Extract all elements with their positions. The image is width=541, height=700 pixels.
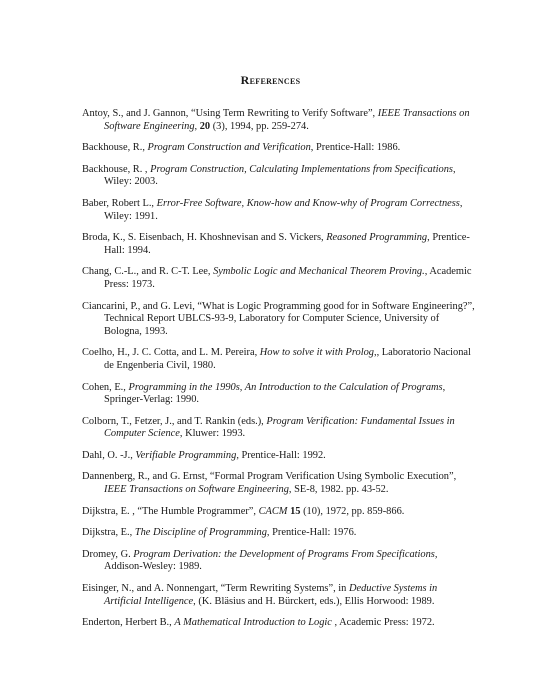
reference-entry-cohen (82, 382, 477, 407)
reference-list (82, 108, 477, 630)
reference-entry-coelho (82, 347, 477, 372)
ref-title: How to solve it with Prolog (259, 347, 374, 359)
ref-text: Backhouse, R., (82, 142, 148, 154)
ref-text: , Kluwer: 1993. (179, 428, 246, 440)
ref-text: Enderton, Herbert B., (82, 617, 175, 629)
reference-entry-chang (82, 266, 477, 291)
reference-entry-antoy (82, 108, 477, 133)
ref-title: CACM (258, 505, 288, 517)
reference-entry-backhouse-2003 (82, 164, 477, 189)
ref-text: Colborn, T., Fetzer, J., and T. Rankin (eds.), (82, 415, 267, 427)
ref-text: Coelho, H., J. C. Cotta, and L. M. Pereira, (82, 347, 260, 359)
ref-text: , Prentice-Hall: 1992. (236, 449, 326, 461)
ref-text: Ciancarini, P., and G. Levi, “What is Logic Programming good for in Software Engineering?”, Technical Report UBLCS-93-9, Laboratory for Computer Science, University of Bologna, 1993. (82, 300, 475, 337)
ref-title: Symbolic Logic and Mechanical Theorem Proving. (213, 266, 425, 278)
ref-text: Chang, C.-L., and R. C-T. Lee, (82, 266, 214, 278)
ref-text: Baber, Robert L., (82, 197, 157, 209)
references-heading: References (240, 73, 301, 87)
ref-text: Antoy, S., and J. Gannon, “Using Term Rewriting to Verify Software”, (82, 108, 378, 119)
ref-text: Broda, K., S. Eisenbach, H. Khoshnevisan and S. Vickers, (82, 232, 327, 244)
ref-text: , (194, 120, 200, 132)
ref-text: , Prentice-Hall: 1976. (266, 527, 357, 539)
ref-title: Program Construction and Verification (147, 142, 311, 154)
reference-entry-dijkstra-1976 (82, 527, 477, 540)
ref-text: , SE-8, 1982. pp. 43-52. (288, 484, 389, 496)
ref-text: , Academic Press: 1972. (331, 617, 435, 629)
ref-title: IEEE Transactions on Software Engineering (104, 484, 289, 496)
ref-text: Dahl, O. -J., (82, 449, 136, 461)
ref-title: Programming in the 1990s, An Introduction to the Calculation of Programs (128, 381, 443, 393)
ref-title: Verifiable Programming (135, 449, 237, 461)
ref-title: Program Verification: Fundamental Issues in Computer Science (104, 415, 455, 440)
ref-text: Addison-Wesley: 1989. (104, 561, 202, 573)
ref-text: Dannenberg, R., and G. Ernst, “Formal Program Verification Using Symbolic Execution”, (82, 471, 457, 483)
ref-text: (3), 1994, pp. 259-274. (210, 120, 309, 132)
reference-entry-dijkstra-1972 (82, 506, 477, 519)
ref-volume: 15 (290, 505, 301, 517)
ref-text: ,, Laboratorio Nacional de Engenberia Civil, 1980. (104, 347, 471, 371)
ref-text: Backhouse, R. , (82, 163, 151, 175)
ref-text: , Prentice-Hall: 1986. (310, 142, 401, 154)
reference-entry-ciancarini (82, 301, 477, 339)
ref-title: Error-Free Software, Know-how and Know-why of Program Correctness (156, 197, 460, 209)
reference-entry-eisinger (82, 583, 477, 608)
ref-volume: 20 (199, 120, 211, 132)
ref-title: A Mathematical Introduction to Logic (174, 617, 332, 629)
ref-title: Deductive Systems in Artificial Intelligence (104, 583, 438, 607)
ref-title: Reasoned Programming (326, 232, 428, 244)
ref-text: , Prentice-Hall: 1994. (104, 232, 470, 256)
ref-title: Program Construction, Calculating Implementations from Specifications (150, 163, 453, 175)
ref-text: , Springer-Verlag: 1990. (104, 381, 446, 406)
ref-text: Dijkstra, E., (82, 527, 135, 539)
ref-text: Dromey, G. (82, 548, 134, 560)
ref-text: , Academic Press: 1973. (104, 266, 472, 290)
ref-text: Cohen, E., (82, 381, 129, 393)
ref-title: Program Derivation: the Development of Programs From Specifications, (133, 548, 438, 560)
reference-entry-baber (82, 198, 477, 223)
ref-title: The Discipline of Programming (134, 527, 267, 539)
reference-entry-dromey (82, 549, 477, 574)
reference-entry-colborn (82, 416, 477, 441)
ref-text: Eisinger, N., and A. Nonnengart, “Term Rewriting Systems”, in (82, 583, 349, 595)
ref-text: Dijkstra, E. , “The Humble Programmer”, (82, 505, 259, 517)
ref-text: (10), 1972, pp. 859-866. (300, 505, 405, 517)
ref-text: , Wiley: 2003. (104, 163, 456, 188)
reference-entry-enderton (82, 617, 477, 630)
ref-text: , Wiley: 1991. (104, 197, 463, 222)
ref-title: IEEE Transactions on Software Engineering (104, 108, 470, 132)
reference-entry-backhouse-1986 (82, 142, 477, 155)
reference-entry-dahl (82, 450, 477, 463)
reference-entry-broda (82, 232, 477, 257)
reference-entry-dannenberg (82, 471, 477, 496)
ref-text: , (K. Bläsius and H. Bürckert, eds.), Ellis Horwood: 1989. (193, 595, 435, 607)
